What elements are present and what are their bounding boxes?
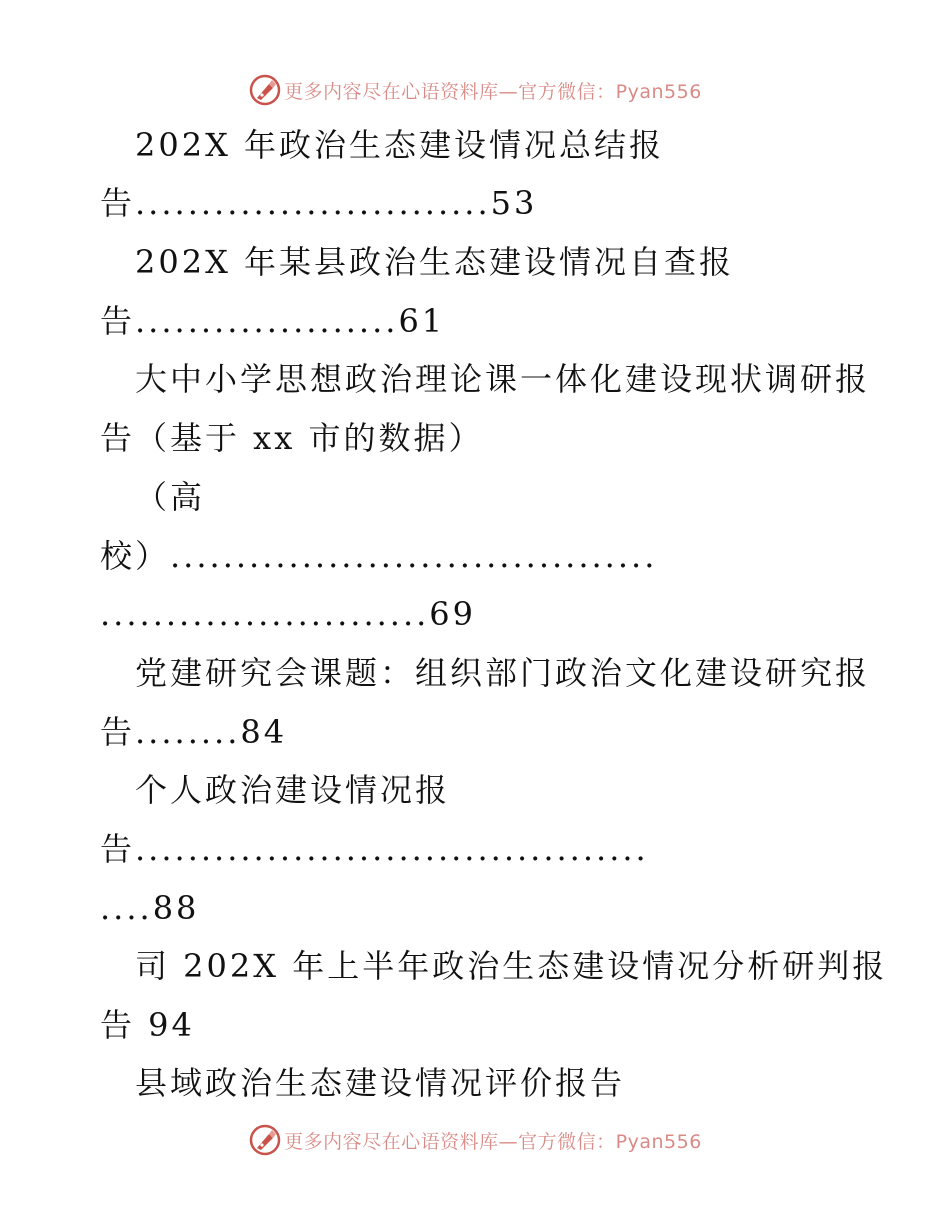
toc-entry-leader: 告....................................... [100, 830, 649, 868]
toc-entry-leader: 校）..................................... [100, 537, 658, 575]
toc-entry-text: 202X 年某县政治生态建设情况自查报 [135, 243, 735, 281]
toc-entry-text: 大中小学思想政治理论课一体化建设现状调研报 [135, 360, 871, 398]
pen-nib-logo-icon [248, 1123, 282, 1157]
toc-entry-text: 202X 年政治生态建设情况总结报 [135, 126, 665, 164]
toc-entry-text: 司 202X 年上半年政治生态建设情况分析研判报 [135, 947, 888, 985]
watermark-text: 更多内容尽在心语资料库—官方微信：Pyan556 [284, 1130, 702, 1153]
toc-entry-text: 告（基于 xx 市的数据） [100, 419, 484, 457]
toc-entry-leader: ....88 [100, 889, 200, 927]
footer-watermark [0, 1120, 950, 1160]
toc-entry-text: 县域政治生态建设情况评价报告 [135, 1064, 626, 1102]
watermark-text: 更多内容尽在心语资料库—官方微信：Pyan556 [284, 80, 702, 103]
toc-entry-leader: 告....................61 [100, 302, 446, 340]
toc-entry-text: （高 [135, 478, 206, 516]
toc-entry-leader: .........................69 [100, 595, 477, 633]
toc-entry-text: 个人政治建设情况报 [135, 771, 451, 809]
toc-entry-text: 告 94 [100, 1006, 195, 1044]
toc-entry-text: 党建研究会课题：组织部门政治文化建设研究报 [135, 654, 871, 692]
toc-entry-leader: 告...........................53 [100, 184, 538, 222]
toc-entry-leader: 告........84 [100, 713, 288, 751]
